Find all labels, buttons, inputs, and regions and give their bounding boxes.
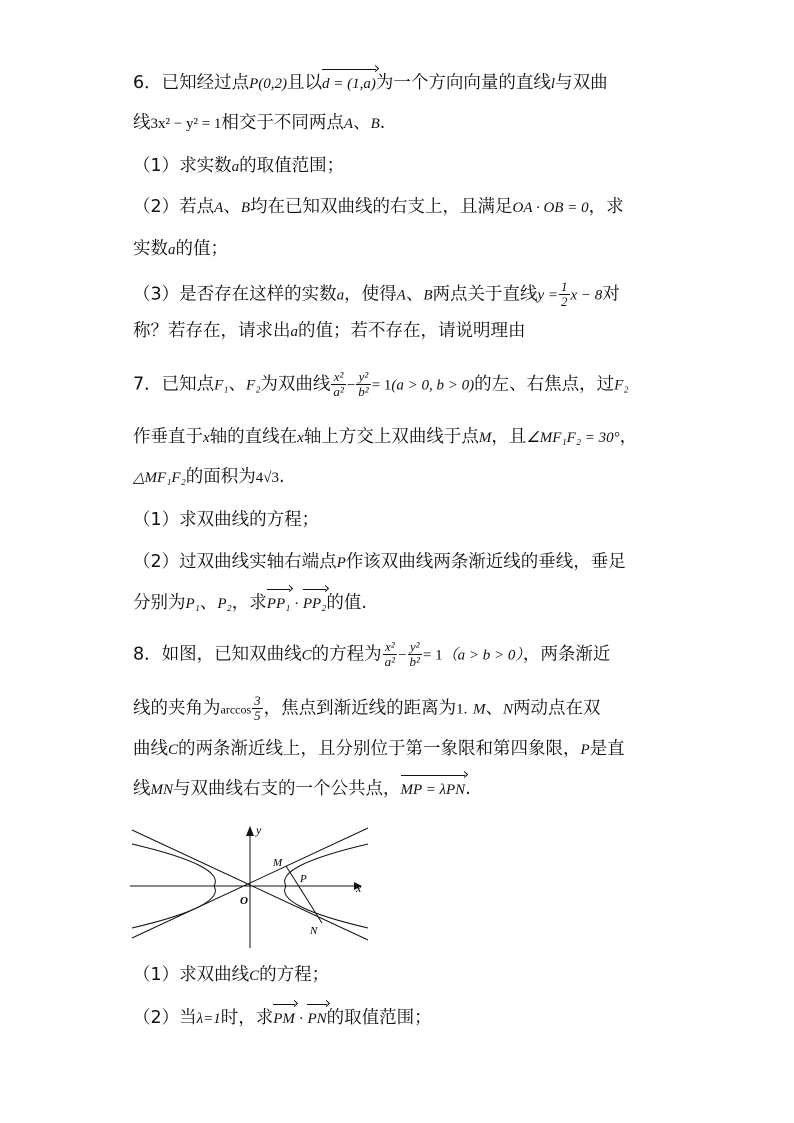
q6-direction-vector: d = (1,a) [322, 71, 376, 97]
q7-part2-cont: 分别为P₁、P₂，求PP₁ · PP₂的值. [133, 590, 367, 617]
q7-line2: 作垂直于x轴的直线在x轴上方交上双曲线于点M，且∠MF₁F₂ = 30°， [133, 427, 638, 447]
q7-part2: （2）过双曲线实轴右端点P作该双曲线两条渐近线的垂线，垂足 [133, 552, 626, 572]
q7-number: 7． [133, 374, 162, 395]
q7-line3: △MF₁F₂的面积为4√3. [133, 467, 285, 487]
q6-part2: （2）若点A、B均在已知双曲线的右支上，且满足OA · OB = 0，求 [133, 197, 624, 217]
q6-line-eq: y = [537, 287, 559, 304]
label-x: x [356, 881, 362, 895]
q8-frac-35: $\frac{3}{5}$ [254, 693, 261, 723]
q7-vec-pp2: PP₂ [303, 591, 327, 617]
label-n: N [310, 925, 318, 937]
q8-line4: 线MN与双曲线右支的一个公共点，MP = λPN. [133, 776, 471, 803]
q7-vec-pp1: PP₁ [267, 591, 291, 617]
q6-line2: 线3x² − y² = 1相交于不同两点A、B. [133, 113, 386, 133]
q6-part3: （3）是否存在这样的实数a，使得A、B两点关于直线y = $\frac{1}{2}$ x − 8对 [133, 279, 620, 309]
q6-number: 6． [133, 73, 162, 93]
q8-part2: （2）当λ=1时，求PM · PN的取值范围； [133, 1005, 432, 1032]
q6-line1: 6．已知经过点P(0,2)且以d = (1,a)为一个方向向量的直线l与双曲 [133, 70, 608, 97]
q8-frac-x: $\frac{\text{x²}}{\text{a²}}$ [384, 639, 396, 669]
q8-part1: （1）求双曲线C的方程； [133, 965, 330, 985]
q8-line2: 线的夹角为arccos $\frac{3}{5}$ ，焦点到渐近线的距离为1. M、N两动点在双 [133, 693, 601, 723]
q7-angle: ∠MF₁F₂ = 30° [526, 430, 620, 446]
q6-part1: （1）求实数a的取值范围； [133, 156, 345, 176]
q6-half-frac: $\frac{1}{2}$ [561, 279, 568, 309]
label-m: M [273, 857, 283, 869]
q8-vec-pm: PM [273, 1006, 295, 1032]
hyperbola-figure [130, 820, 380, 950]
q6-hyperbola-eq: 3x² − y² = 1 [150, 116, 222, 132]
q7-area: 4√3 [255, 470, 280, 486]
q7-part1: （1）求双曲线的方程； [133, 510, 320, 530]
y-axis-arrow [246, 826, 254, 836]
label-p: P [300, 873, 307, 885]
q6-dot-product: OA · OB = 0 [512, 200, 589, 216]
q8-line3: 曲线C的两条渐近线上，且分别位于第一象限和第四象限，P是直 [133, 739, 625, 759]
q7-line1: 7．已知点F₁、F₂为双曲线 $\frac{\text{x²}}{\text{a²}}$ − $\frac{\text{y²}}{\text{b²}}$ = 1(a > 0, b > 0)的左、右焦点，过F₂ [133, 369, 629, 399]
q8-vector-eq: MP = λPN [401, 777, 466, 803]
q7-frac-x: $\frac{\text{x²}}{\text{a²}}$ [333, 369, 344, 399]
q8-number: 8． [133, 644, 162, 665]
q6-point-p: P(0,2) [249, 76, 288, 92]
label-y: y [256, 823, 262, 837]
q8-frac-y: $\frac{\text{y²}}{\text{b²}}$ [409, 639, 420, 669]
q8-line1: 8．如图，已知双曲线C的方程为 $\frac{\text{x²}}{\text{a²}}$ − $\frac{\text{y²}}{\text{b²}}$ = 1（a > b > 0），两条渐近 [133, 639, 611, 669]
q6-part2-cont: 实数a的值； [133, 239, 228, 259]
q7-frac-y: $\frac{\text{y²}}{\text{b²}}$ [358, 369, 369, 399]
q6-part3-cont: 称？若存在，请求出a的值；若不存在，请说明理由 [133, 321, 526, 341]
label-o: O [240, 895, 248, 907]
q8-vec-pn: PN [307, 1006, 326, 1032]
